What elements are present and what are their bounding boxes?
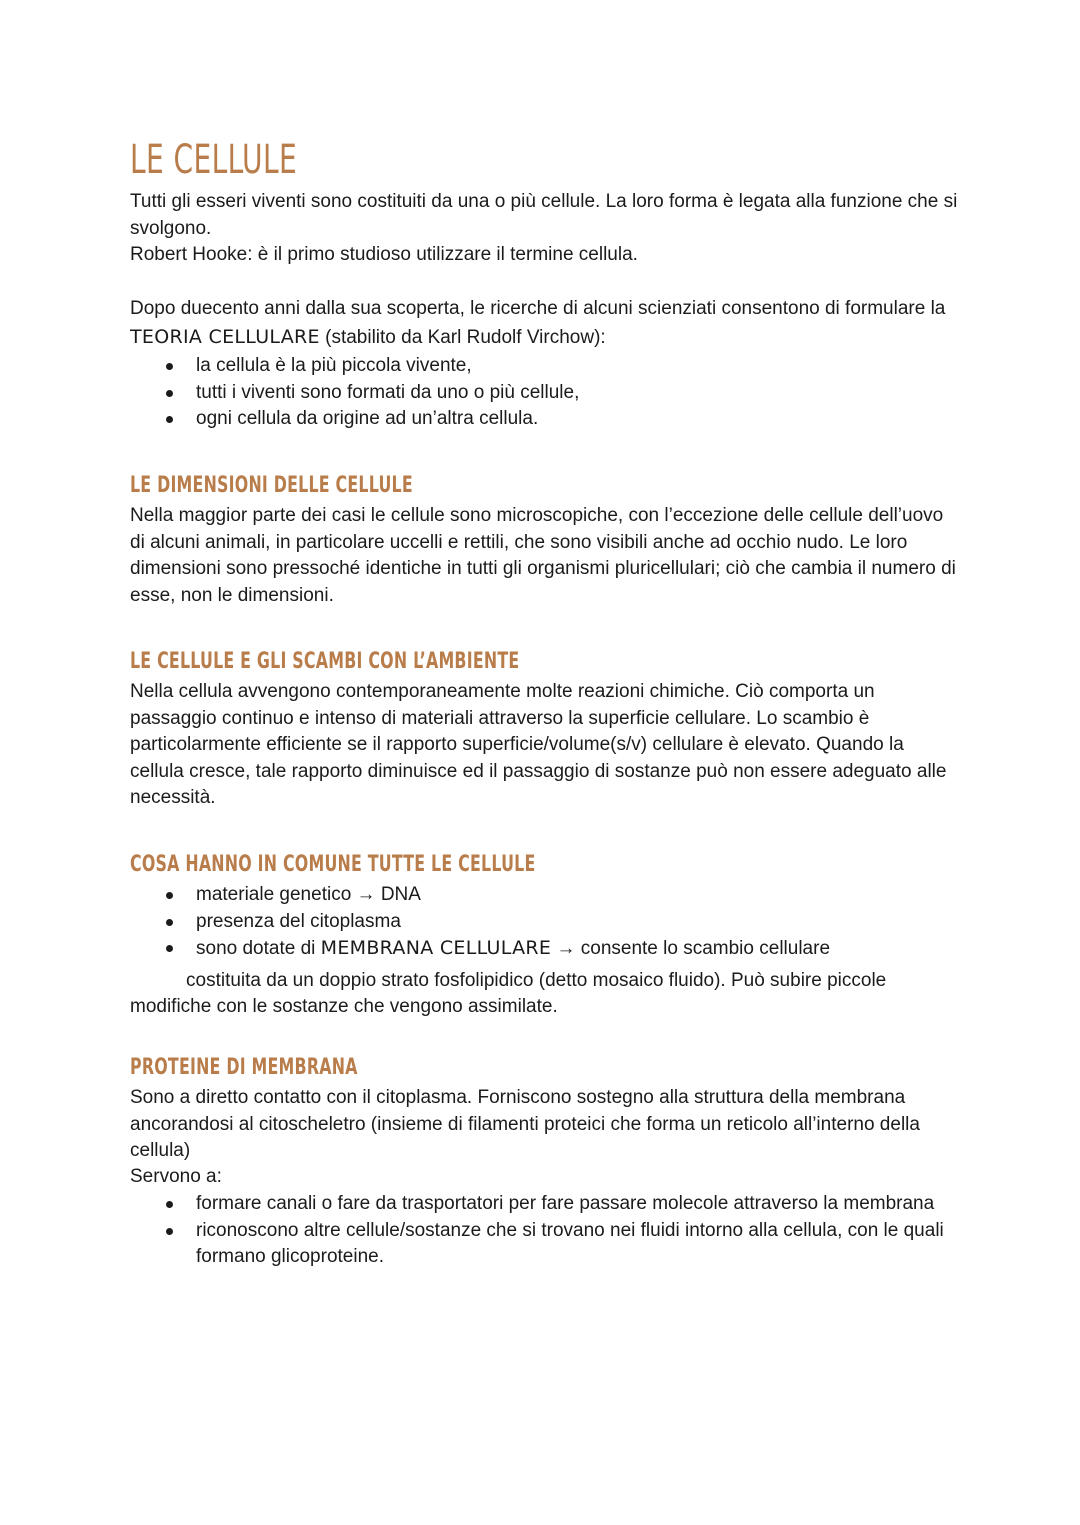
section-heading-proteine: PROTEINE DI MEMBRANA [130, 1055, 358, 1080]
list-item: formare canali o fare da trasportatori per fare passare molecole attraverso la membrana [130, 1191, 960, 1218]
theory-text: Dopo duecento anni dalla sua scoperta, le ricerche di alcuni scienziati consentono di formulare la [130, 298, 946, 319]
section-heading-dimensioni: LE DIMENSIONI DELLE CELLULE [130, 473, 413, 498]
intro-paragraph: Tutti gli esseri viventi sono costituiti da una o più cellule. La loro forma è legata alla funzione che si svolgono. [130, 191, 958, 239]
proteine-paragraph: Sono a diretto contatto con il citoplasma. Forniscono sostegno alla struttura della membrana ancorandosi al citoscheletro (insieme di filamenti proteici che forma un reticolo all’interno della cellula) [130, 1087, 920, 1161]
list-item [130, 935, 960, 963]
dimensioni-paragraph: Nella maggior parte dei casi le cellule sono microscopiche, con l’eccezione delle cellule dell’uovo di alcuni animali, in particolare uccelli e rettili, che sono visibili anche ad occhio nudo. Le loro dimensioni sono pressoché identiche in tutti gli organismi pluricellulari; ciò che cambia il numero di esse, non le dimensioni. [130, 505, 956, 606]
list-item: tutti i viventi sono formati da uno o più cellule, [130, 380, 960, 407]
comune-list [130, 882, 960, 963]
list-item: riconoscono altre cellule/sostanze che si trovano nei fluidi intorno alla cellula, con le quali formano glicoproteine. [130, 1218, 960, 1271]
page-title: LE CELLULE [130, 137, 298, 183]
list-item: la cellula è la più piccola vivente, [130, 353, 960, 380]
list-item: materiale genetico → DNA [130, 882, 960, 909]
servono-label: Servono a: [130, 1166, 222, 1187]
theory-term: TEORIA CELLULARE [130, 326, 320, 348]
section-heading-scambi: LE CELLULE E GLI SCAMBI CON L’AMBIENTE [130, 649, 520, 674]
membrane-text: sono dotate di [196, 938, 321, 959]
scambi-paragraph: Nella cellula avvengono contemporaneamente molte reazioni chimiche. Ciò comporta un passaggio continuo e intenso di materiali attraverso la superficie cellulare. Lo scambio è particolarmente efficiente se il rapporto superficie/volume(s/v) cellulare è elevato. Quando la cellula cresce, tale rapporto diminuisce ed il passaggio di sostanze può non essere adeguato alle necessità. [130, 681, 947, 808]
list-item: ogni cellula da origine ad un’altra cellula. [130, 406, 960, 433]
theory-paragraph [130, 294, 960, 352]
membrane-continuation: costituita da un doppio strato fosfolipidico (detto mosaico fluido). Può subire piccole [186, 970, 887, 991]
hooke-paragraph: Robert Hooke: è il primo studioso utilizzare il termine cellula. [130, 244, 638, 265]
theory-source: (stabilito da Karl Rudolf Virchow): [319, 327, 606, 348]
proteine-list [130, 1191, 960, 1271]
membrane-continuation-2: modifiche con le sostanze che vengono assimilate. [130, 996, 558, 1017]
membrane-function: → consente lo scambio cellulare [551, 938, 831, 959]
section-heading-comune: COSA HANNO IN COMUNE TUTTE LE CELLULE [130, 852, 536, 877]
membrane-term: MEMBRANA CELLULARE [320, 937, 552, 959]
theory-list [130, 353, 960, 433]
list-item: presenza del citoplasma [130, 909, 960, 936]
